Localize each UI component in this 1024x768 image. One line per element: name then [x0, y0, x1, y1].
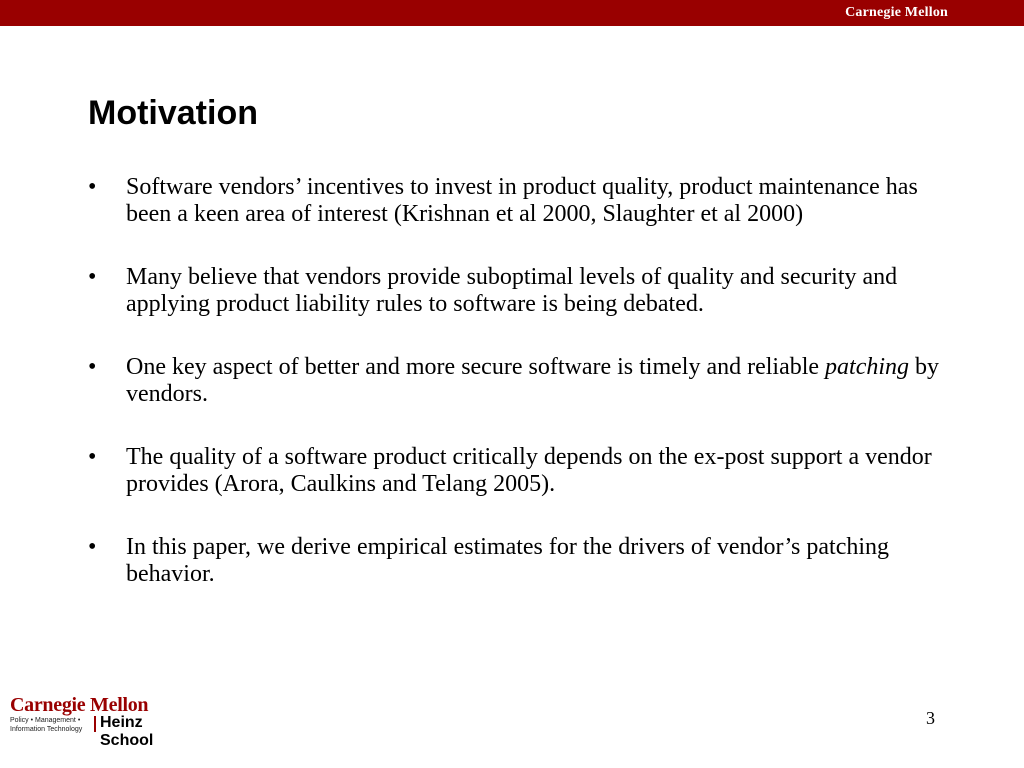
- logo-school-name: Heinz School: [100, 714, 154, 749]
- bullet-text: [126, 354, 939, 407]
- bullet-list: [88, 174, 948, 624]
- header-brand: Carnegie Mellon: [845, 5, 948, 20]
- logo-university-name: Carnegie Mellon: [10, 694, 149, 716]
- bullet-text: Software vendors’ incentives to invest in product quality, product maintenance has been a keen area of interest (Krishnan et al 2000, Slaughter et al 2000): [126, 174, 918, 227]
- bullet-text: In this paper, we derive empirical estimates for the drivers of vendor’s patching behavior.: [126, 534, 890, 587]
- slide-title: Motivation: [88, 94, 258, 132]
- bullet-item: [88, 174, 948, 228]
- bullet-marker: •: [88, 444, 97, 470]
- bullet-item: [88, 264, 948, 318]
- bullet-item: [88, 444, 948, 498]
- logo-tagline: [10, 716, 90, 734]
- heinz-school-logo: [10, 694, 200, 749]
- bullet-text-before: One key aspect of better and more secure software is timely and reliable: [126, 354, 826, 380]
- bullet-marker: •: [88, 534, 97, 560]
- bullet-item: [88, 534, 948, 588]
- bullet-text: Many believe that vendors provide suboptimal levels of quality and security and applying product liability rules to software is being debated.: [126, 264, 898, 317]
- bullet-text: The quality of a software product critically depends on the ex-post support a vendor provides (Arora, Caulkins and Telang 2005).: [126, 444, 932, 497]
- bullet-emphasis: patching: [825, 354, 910, 380]
- logo-tagline-line2: Information Technology: [10, 726, 83, 733]
- bullet-item: [88, 354, 948, 408]
- top-header-bar: [0, 0, 1024, 26]
- logo-separator: [94, 716, 96, 732]
- page-number: 3: [926, 708, 935, 728]
- logo-tagline-line1: Policy • Management •: [10, 717, 81, 724]
- bullet-marker: •: [88, 174, 97, 200]
- bullet-marker: •: [88, 264, 97, 290]
- bullet-marker: •: [88, 354, 97, 380]
- bullet-text-after: by vendors.: [126, 354, 940, 407]
